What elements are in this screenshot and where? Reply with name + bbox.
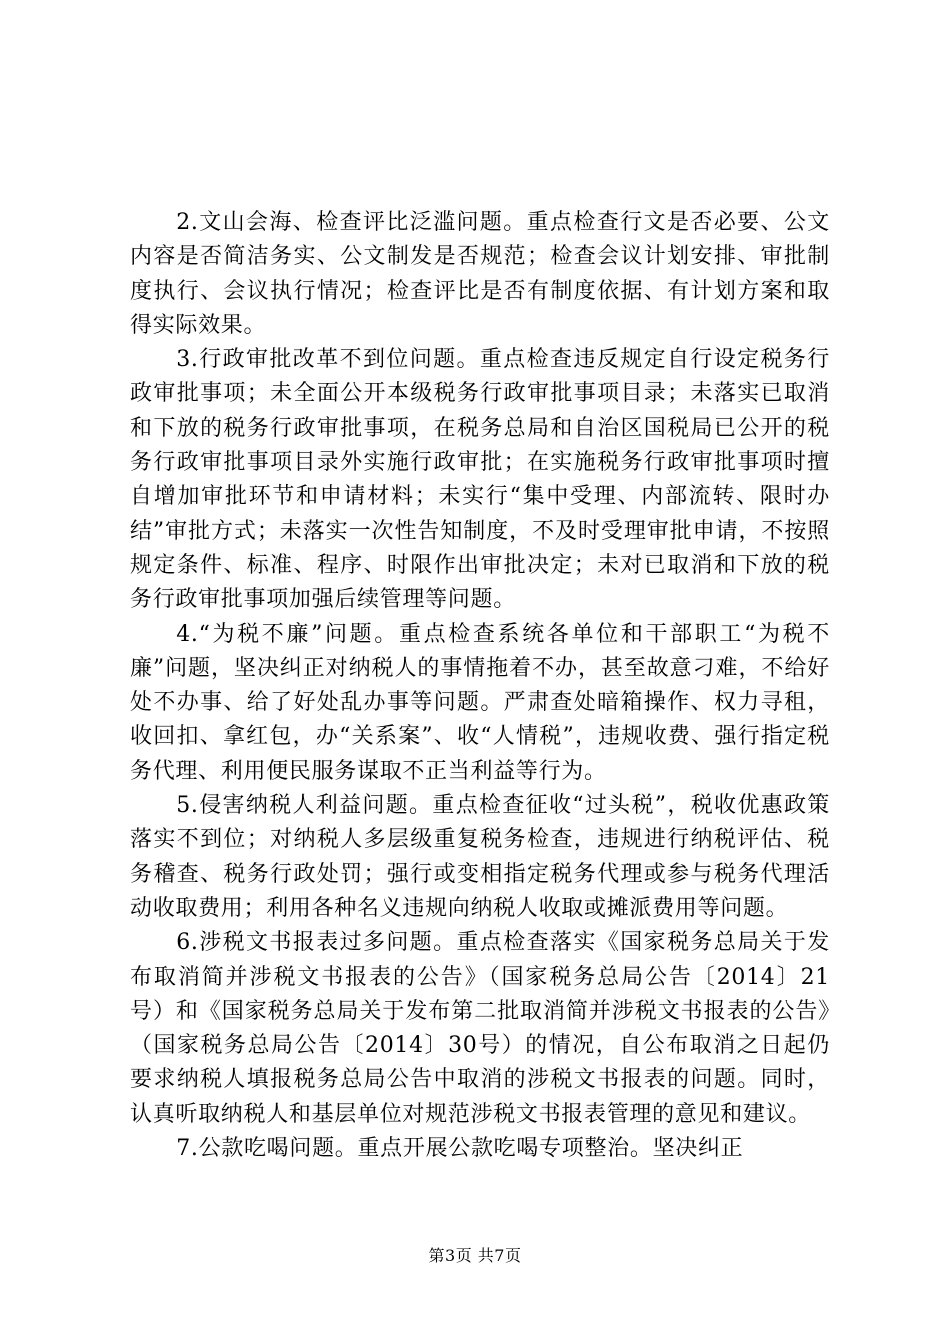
- paragraph-item-5: 5.侵害纳税人利益问题。重点检查征收“过头税”，税收优惠政策落实不到位；对纳税人多层级重复税务检查，违规进行纳税评估、税务稽查、税务行政处罚；强行或变相指定税务代理或参与税务代理活动收取费用；利用各种名义违规向纳税人收取或摊派费用等问题。: [130, 793, 830, 921]
- paragraph-item-3: 3.行政审批改革不到位问题。重点检查违反规定自行设定税务行政审批事项；未全面公开本级税务行政审批事项目录；未落实已取消和下放的税务行政审批事项，在税务总局和自治区国税局已公开的税务行政审批事项目录外实施行政审批；在实施税务行政审批事项时擅自增加审批环节和申请材料；未实行“集中受理、内部流转、限时办结”审批方式；未落实一次性告知制度，不及时受理审批申请，不按照规定条件、标准、程序、时限作出审批决定；未对已取消和下放的税务行政审批事项加强后续管理等问题。: [130, 347, 830, 613]
- paragraph-item-6: 6.涉税文书报表过多问题。重点检查落实《国家税务总局关于发布取消简并涉税文书报表的公告》（国家税务总局公告〔2014〕21号）和《国家税务总局关于发布第二批取消简并涉税文书报表的公告》（国家税务总局公告〔2014〕30号）的情况，自公布取消之日起仍要求纳税人填报税务总局公告中取消的涉税文书报表的问题。同时，认真听取纳税人和基层单位对规范涉税文书报表管理的意见和建议。: [130, 930, 830, 1127]
- paragraph-item-4: 4.“为税不廉”问题。重点检查系统各单位和干部职工“为税不廉”问题，坚决纠正对纳税人的事情拖着不办，甚至故意刁难，不给好处不办事、给了好处乱办事等问题。严肃查处暗箱操作、权力寻租，收回扣、拿红包，办“关系案”、收“人情税”，违规收费、强行指定税务代理、利用便民服务谋取不正当利益等行为。: [130, 621, 830, 784]
- document-body: [130, 206, 830, 1166]
- paragraph-item-2: 2.文山会海、检查评比泛滥问题。重点检查行文是否必要、公文内容是否简洁务实、公文制发是否规范；检查会议计划安排、审批制度执行、会议执行情况；检查评比是否有制度依据、有计划方案和取得实际效果。: [130, 210, 830, 338]
- page-number-footer: 第3页 共7页: [428, 1246, 522, 1265]
- paragraph-item-7: 7.公款吃喝问题。重点开展公款吃喝专项整治。坚决纠正: [176, 1136, 744, 1162]
